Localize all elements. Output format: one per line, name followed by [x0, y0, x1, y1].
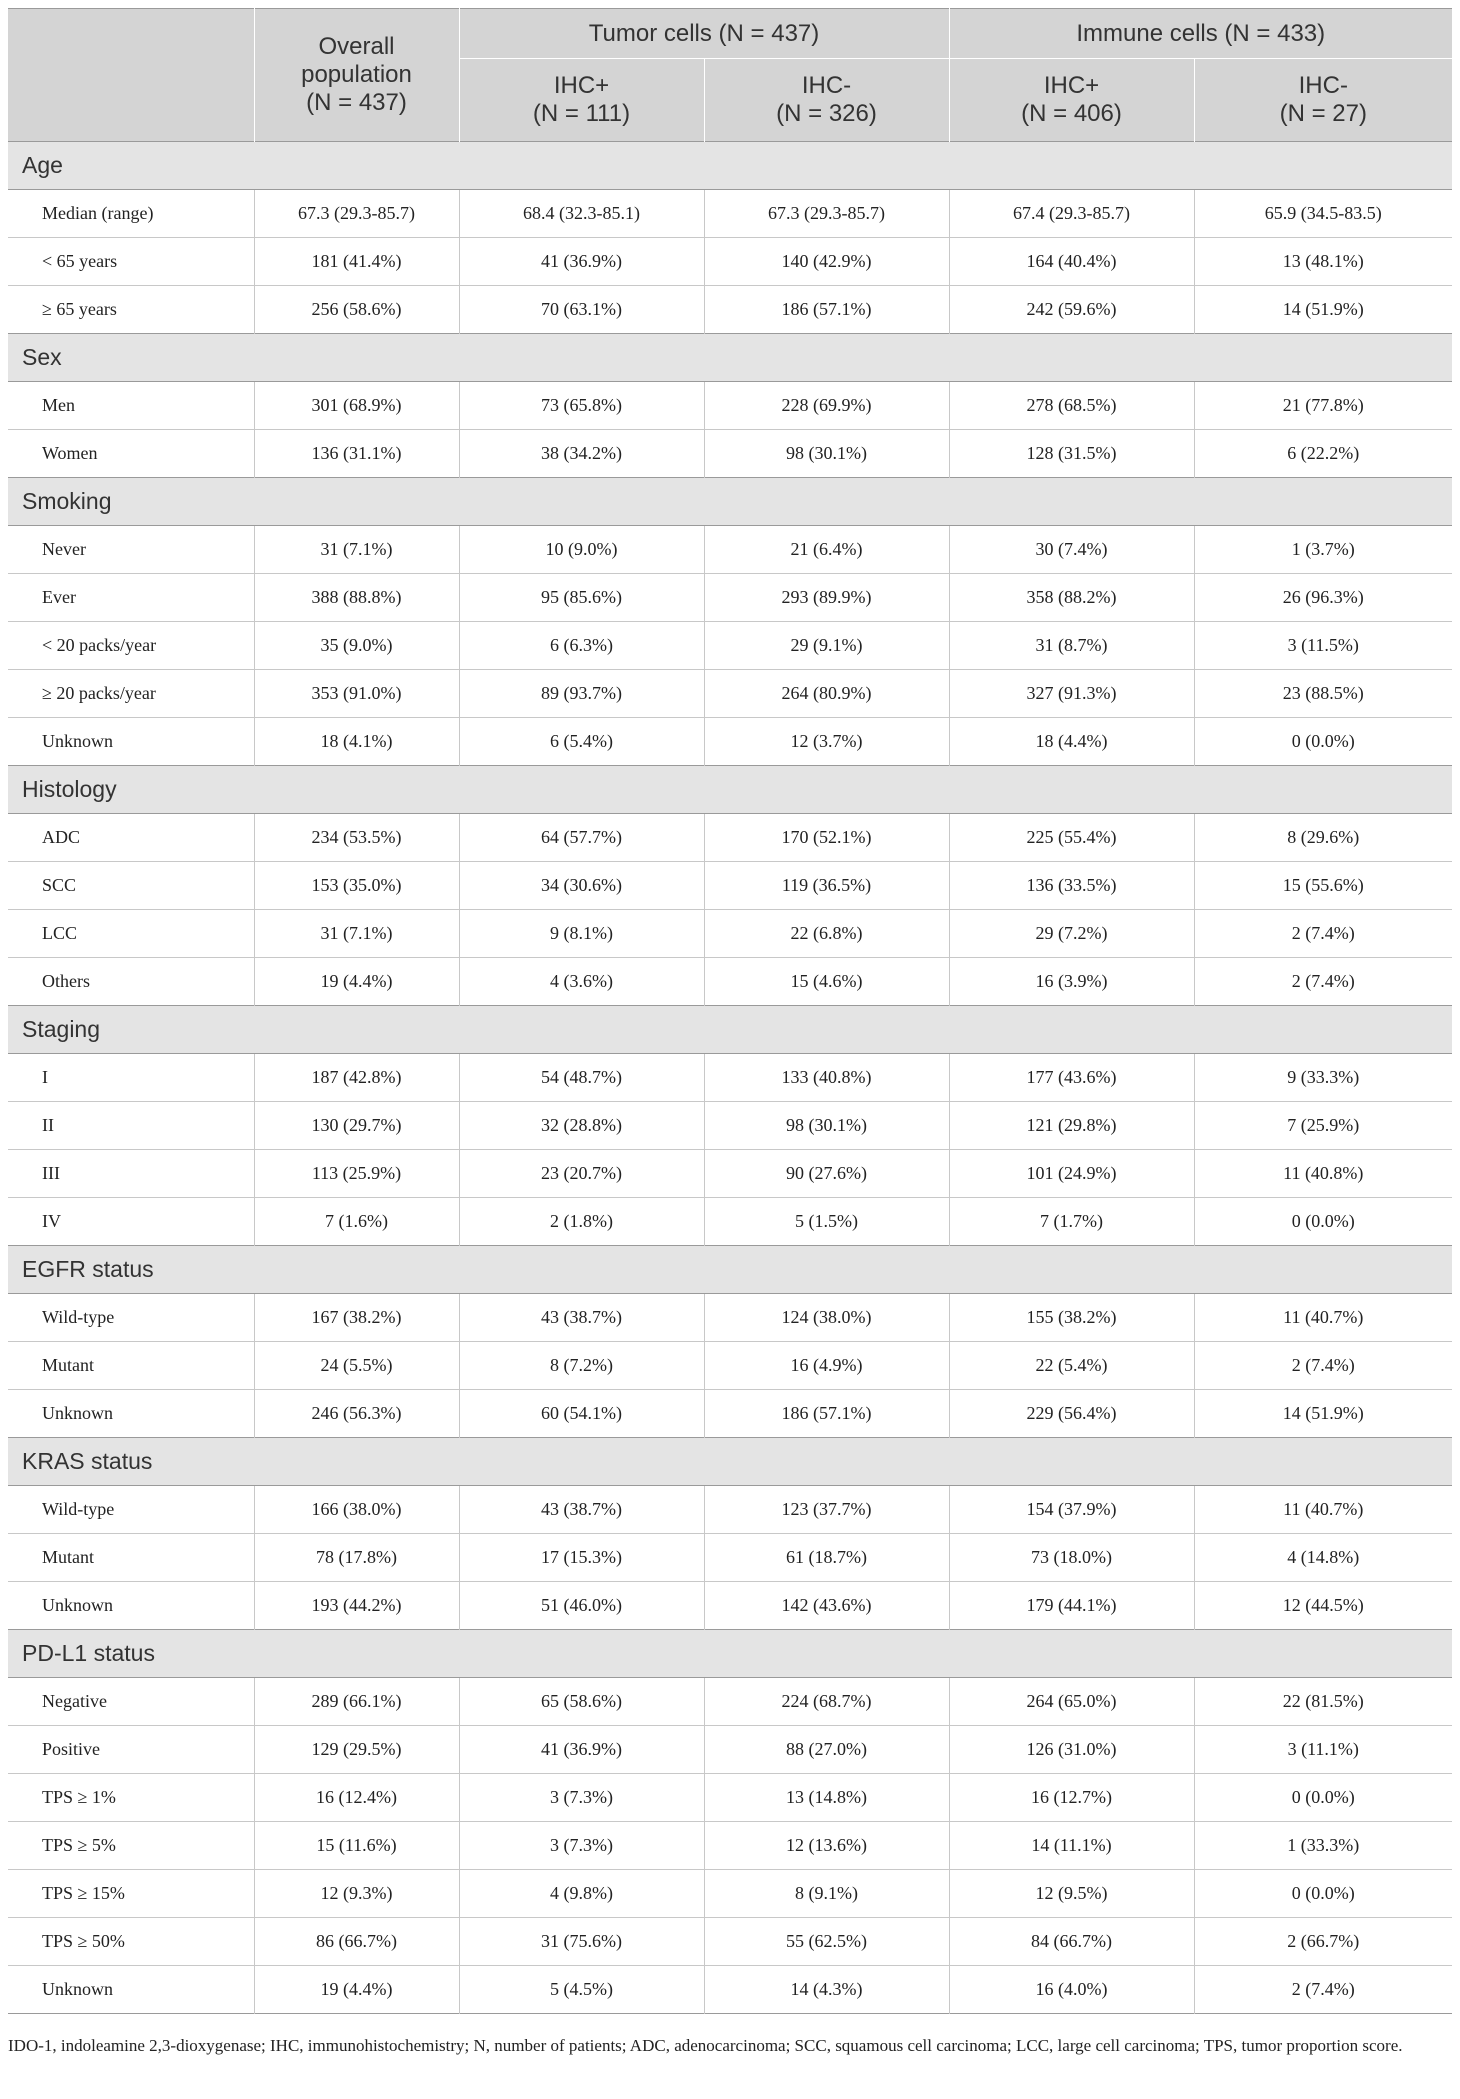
row-label: TPS ≥ 1%: [8, 1774, 254, 1822]
table-cell: 86 (66.7%): [254, 1918, 459, 1966]
table-cell: 12 (3.7%): [704, 718, 949, 766]
table-cell: 164 (40.4%): [949, 238, 1194, 286]
table-cell: 179 (44.1%): [949, 1582, 1194, 1630]
table-cell: 358 (88.2%): [949, 574, 1194, 622]
table-cell: 61 (18.7%): [704, 1534, 949, 1582]
table-cell: 68.4 (32.3-85.1): [459, 190, 704, 238]
table-cell: 43 (38.7%): [459, 1486, 704, 1534]
table-cell: 23 (20.7%): [459, 1150, 704, 1198]
table-cell: 35 (9.0%): [254, 622, 459, 670]
table-row: [8, 526, 1452, 574]
table-row: [8, 430, 1452, 478]
table-cell: 31 (7.1%): [254, 910, 459, 958]
table-cell: 1 (33.3%): [1194, 1822, 1452, 1870]
table-cell: 84 (66.7%): [949, 1918, 1194, 1966]
table-row: [8, 286, 1452, 334]
section-title: Histology: [8, 766, 1452, 814]
table-cell: 256 (58.6%): [254, 286, 459, 334]
table-row: [8, 1150, 1452, 1198]
row-label: IV: [8, 1198, 254, 1246]
table-cell: 7 (25.9%): [1194, 1102, 1452, 1150]
section-header-row: [8, 1246, 1452, 1294]
table-cell: 11 (40.7%): [1194, 1294, 1452, 1342]
table-cell: 14 (51.9%): [1194, 286, 1452, 334]
table-cell: 101 (24.9%): [949, 1150, 1194, 1198]
header-sub-label: IHC-: [1298, 72, 1348, 99]
table-cell: 177 (43.6%): [949, 1054, 1194, 1102]
table-cell: 0 (0.0%): [1194, 1198, 1452, 1246]
table-row: [8, 862, 1452, 910]
table-cell: 26 (96.3%): [1194, 574, 1452, 622]
row-label: Wild-type: [42, 1499, 115, 1519]
table-cell: 129 (29.5%): [254, 1726, 459, 1774]
row-label: SCC: [8, 862, 254, 910]
row-label: Unknown: [8, 1582, 254, 1630]
table-cell: 70 (63.1%): [459, 286, 704, 334]
header-tumor-cells-group: Tumor cells (N = 437): [459, 9, 949, 59]
table-cell: 13 (14.8%): [704, 1774, 949, 1822]
row-label: ≥ 20 packs/year: [8, 670, 254, 718]
table-cell: 11 (40.7%): [1194, 1486, 1452, 1534]
table-cell: 18 (4.1%): [254, 718, 459, 766]
table-cell: 41 (36.9%): [459, 238, 704, 286]
table-cell: 187 (42.8%): [254, 1054, 459, 1102]
table-row: [8, 670, 1452, 718]
table-row: [8, 382, 1452, 430]
table-cell: 14 (4.3%): [704, 1966, 949, 2014]
table-row: [8, 1774, 1452, 1822]
header-overall-line-2: population: [301, 61, 412, 88]
table-cell: 14 (51.9%): [1194, 1390, 1452, 1438]
section-title: EGFR status: [8, 1246, 1452, 1294]
table-cell: 67.3 (29.3-85.7): [254, 190, 459, 238]
table-cell: 130 (29.7%): [254, 1102, 459, 1150]
table-row: [8, 1198, 1452, 1246]
section-title: Age: [8, 142, 1452, 190]
header-overall-line-3: (N = 437): [306, 89, 407, 116]
table-row: [8, 574, 1452, 622]
table-cell: 170 (52.1%): [704, 814, 949, 862]
table-cell: 133 (40.8%): [704, 1054, 949, 1102]
header-tumor-ihc-positive: [459, 59, 704, 142]
row-label: ADC: [42, 827, 81, 847]
table-cell: 30 (7.4%): [949, 526, 1194, 574]
table-cell: 31 (8.7%): [949, 622, 1194, 670]
table-header: [8, 9, 1452, 142]
table-cell: 5 (4.5%): [459, 1966, 704, 2014]
row-label: Women: [8, 430, 254, 478]
table-cell: 89 (93.7%): [459, 670, 704, 718]
table-cell: 4 (9.8%): [459, 1870, 704, 1918]
table-cell: 54 (48.7%): [459, 1054, 704, 1102]
section-header-row: [8, 334, 1452, 382]
section-header-row: [8, 766, 1452, 814]
table-row: [8, 1390, 1452, 1438]
table-cell: 264 (80.9%): [704, 670, 949, 718]
table-cell: 2 (7.4%): [1194, 1966, 1452, 2014]
header-sub-count: (N = 406): [1021, 100, 1122, 127]
table-cell: 186 (57.1%): [704, 1390, 949, 1438]
table-row: [8, 238, 1452, 286]
table-row: [8, 910, 1452, 958]
table-cell: 136 (33.5%): [949, 862, 1194, 910]
table-cell: 301 (68.9%): [254, 382, 459, 430]
table-row: [8, 958, 1452, 1006]
table-cell: 3 (7.3%): [459, 1822, 704, 1870]
table-cell: 5 (1.5%): [704, 1198, 949, 1246]
table-cell: 186 (57.1%): [704, 286, 949, 334]
table-cell: 51 (46.0%): [459, 1582, 704, 1630]
table-cell: 113 (25.9%): [254, 1150, 459, 1198]
table-cell: 21 (6.4%): [704, 526, 949, 574]
table-cell: 234 (53.5%): [254, 814, 459, 862]
table-cell: 225 (55.4%): [949, 814, 1194, 862]
table-cell: 22 (6.8%): [704, 910, 949, 958]
table-cell: 229 (56.4%): [949, 1390, 1194, 1438]
table-cell: 12 (9.5%): [949, 1870, 1194, 1918]
row-label: Median (range): [42, 203, 154, 223]
row-label: TPS ≥ 50%: [8, 1918, 254, 1966]
header-immune-ihc-negative: [1194, 59, 1452, 142]
table-row: [8, 1486, 1452, 1534]
table-cell: 98 (30.1%): [704, 430, 949, 478]
table-row: [8, 1870, 1452, 1918]
table-cell: 60 (54.1%): [459, 1390, 704, 1438]
row-label: ≥ 65 years: [8, 286, 254, 334]
header-sub-label: IHC-: [801, 72, 852, 99]
table-cell: 12 (13.6%): [704, 1822, 949, 1870]
table-cell: 2 (7.4%): [1194, 958, 1452, 1006]
header-sub-count: (N = 27): [1279, 100, 1367, 127]
table-cell: 353 (91.0%): [254, 670, 459, 718]
table-cell: 15 (55.6%): [1194, 862, 1452, 910]
table-cell: 17 (15.3%): [459, 1534, 704, 1582]
table-cell: 181 (41.4%): [254, 238, 459, 286]
row-label: Unknown: [8, 1966, 254, 2014]
table-row: [8, 1534, 1452, 1582]
table-cell: 24 (5.5%): [254, 1342, 459, 1390]
table-cell: 3 (11.5%): [1194, 622, 1452, 670]
table-cell: 18 (4.4%): [949, 718, 1194, 766]
header-immune-cells-group: Immune cells (N = 433): [949, 9, 1452, 59]
table-cell: 0 (0.0%): [1194, 718, 1452, 766]
row-label: Positive: [8, 1726, 254, 1774]
table-cell: 128 (31.5%): [949, 430, 1194, 478]
row-label: Mutant: [8, 1534, 254, 1582]
row-label: II: [8, 1102, 254, 1150]
table-cell: 22 (5.4%): [949, 1342, 1194, 1390]
table-cell: 2 (66.7%): [1194, 1918, 1452, 1966]
table-cell: 73 (65.8%): [459, 382, 704, 430]
table-cell: 153 (35.0%): [254, 862, 459, 910]
table-cell: 2 (1.8%): [459, 1198, 704, 1246]
section-header-row: [8, 142, 1452, 190]
row-label: TPS ≥ 5%: [8, 1822, 254, 1870]
row-label: < 20 packs/year: [8, 622, 254, 670]
row-label: Others: [8, 958, 254, 1006]
table-row: [8, 190, 1452, 238]
table-cell: 21 (77.8%): [1194, 382, 1452, 430]
table-cell: 228 (69.9%): [704, 382, 949, 430]
table-cell: 19 (4.4%): [254, 958, 459, 1006]
table-cell: 3 (11.1%): [1194, 1726, 1452, 1774]
table-cell: 124 (38.0%): [704, 1294, 949, 1342]
table-cell: 31 (75.6%): [459, 1918, 704, 1966]
table-row: [8, 622, 1452, 670]
table-cell: 14 (11.1%): [949, 1822, 1194, 1870]
table-cell: 31 (7.1%): [254, 526, 459, 574]
table-container: [8, 8, 1452, 2014]
row-label: Men: [42, 395, 75, 415]
row-label: LCC: [8, 910, 254, 958]
table-cell: 278 (68.5%): [949, 382, 1194, 430]
table-cell: 16 (4.9%): [704, 1342, 949, 1390]
table-cell: 16 (3.9%): [949, 958, 1194, 1006]
table-cell: 11 (40.8%): [1194, 1150, 1452, 1198]
table-cell: 12 (9.3%): [254, 1870, 459, 1918]
table-cell: 73 (18.0%): [949, 1534, 1194, 1582]
table-footnote: IDO-1, indoleamine 2,3-dioxygenase; IHC, immunohistochemistry; N, number of patients; ADC, adenocarcinoma; SCC, squamous cell carcinoma; LCC, large cell carcinoma; TPS, tumor proportion score.: [8, 2036, 1403, 2055]
table-cell: 88 (27.0%): [704, 1726, 949, 1774]
table-cell: 2 (7.4%): [1194, 1342, 1452, 1390]
header-sub-count: (N = 326): [776, 100, 877, 127]
table-cell: 136 (31.1%): [254, 430, 459, 478]
table-cell: 10 (9.0%): [459, 526, 704, 574]
table-cell: 16 (12.4%): [254, 1774, 459, 1822]
table-cell: 29 (7.2%): [949, 910, 1194, 958]
row-label: TPS ≥ 15%: [8, 1870, 254, 1918]
table-cell: 388 (88.8%): [254, 574, 459, 622]
table-cell: 55 (62.5%): [704, 1918, 949, 1966]
table-cell: 32 (28.8%): [459, 1102, 704, 1150]
table-cell: 0 (0.0%): [1194, 1870, 1452, 1918]
table-cell: 264 (65.0%): [949, 1678, 1194, 1726]
table-cell: 16 (12.7%): [949, 1774, 1194, 1822]
table-cell: 123 (37.7%): [704, 1486, 949, 1534]
header-tumor-ihc-negative: [704, 59, 949, 142]
table-cell: 23 (88.5%): [1194, 670, 1452, 718]
table-cell: 65 (58.6%): [459, 1678, 704, 1726]
table-row: [8, 1822, 1452, 1870]
table-row: [8, 1294, 1452, 1342]
table-cell: 43 (38.7%): [459, 1294, 704, 1342]
table-cell: 193 (44.2%): [254, 1582, 459, 1630]
table-cell: 8 (9.1%): [704, 1870, 949, 1918]
table-cell: 3 (7.3%): [459, 1774, 704, 1822]
table-cell: 293 (89.9%): [704, 574, 949, 622]
header-sub-count: (N = 111): [532, 100, 631, 127]
table-cell: 119 (36.5%): [704, 862, 949, 910]
header-sub-label: IHC+: [553, 72, 610, 99]
table-cell: 67.3 (29.3-85.7): [704, 190, 949, 238]
table-cell: 15 (11.6%): [254, 1822, 459, 1870]
table-cell: 4 (3.6%): [459, 958, 704, 1006]
table-cell: 78 (17.8%): [254, 1534, 459, 1582]
section-title: PD-L1 status: [8, 1630, 1452, 1678]
table-row: [8, 814, 1452, 862]
table-cell: 126 (31.0%): [949, 1726, 1194, 1774]
table-body: [8, 142, 1452, 2014]
header-overall-population: [254, 9, 459, 142]
header-immune-ihc-positive: [949, 59, 1194, 142]
row-label: Mutant: [8, 1342, 254, 1390]
row-label: III: [8, 1150, 254, 1198]
table-row: [8, 1918, 1452, 1966]
table-cell: 22 (81.5%): [1194, 1678, 1452, 1726]
row-label: I: [42, 1067, 48, 1087]
table-cell: 8 (29.6%): [1194, 814, 1452, 862]
table-cell: 155 (38.2%): [949, 1294, 1194, 1342]
table-cell: 154 (37.9%): [949, 1486, 1194, 1534]
table-cell: 19 (4.4%): [254, 1966, 459, 2014]
table-cell: 242 (59.6%): [949, 286, 1194, 334]
table-row: [8, 1678, 1452, 1726]
table-cell: 1 (3.7%): [1194, 526, 1452, 574]
table-cell: 65.9 (34.5-83.5): [1194, 190, 1452, 238]
section-title: KRAS status: [8, 1438, 1452, 1486]
section-title: Smoking: [8, 478, 1452, 526]
section-header-row: [8, 1438, 1452, 1486]
table-cell: 12 (44.5%): [1194, 1582, 1452, 1630]
section-header-row: [8, 1630, 1452, 1678]
section-header-row: [8, 478, 1452, 526]
table-cell: 142 (43.6%): [704, 1582, 949, 1630]
table-cell: 13 (48.1%): [1194, 238, 1452, 286]
row-label: Negative: [42, 1691, 107, 1711]
row-label: < 65 years: [8, 238, 254, 286]
table-cell: 327 (91.3%): [949, 670, 1194, 718]
row-label: Ever: [8, 574, 254, 622]
table-cell: 95 (85.6%): [459, 574, 704, 622]
table-row: [8, 1726, 1452, 1774]
table-cell: 64 (57.7%): [459, 814, 704, 862]
table-row: [8, 1054, 1452, 1102]
table-row: [8, 1582, 1452, 1630]
table-cell: 7 (1.7%): [949, 1198, 1194, 1246]
section-title: Sex: [8, 334, 1452, 382]
patient-characteristics-table: [8, 8, 1452, 2014]
table-cell: 38 (34.2%): [459, 430, 704, 478]
table-cell: 246 (56.3%): [254, 1390, 459, 1438]
table-cell: 140 (42.9%): [704, 238, 949, 286]
table-cell: 41 (36.9%): [459, 1726, 704, 1774]
section-header-row: [8, 1006, 1452, 1054]
table-cell: 6 (5.4%): [459, 718, 704, 766]
table-cell: 15 (4.6%): [704, 958, 949, 1006]
row-label: Wild-type: [42, 1307, 115, 1327]
table-cell: 289 (66.1%): [254, 1678, 459, 1726]
table-cell: 98 (30.1%): [704, 1102, 949, 1150]
header-overall-line-1: Overall: [318, 33, 395, 60]
table-cell: 34 (30.6%): [459, 862, 704, 910]
table-cell: 67.4 (29.3-85.7): [949, 190, 1194, 238]
row-label: Never: [42, 539, 86, 559]
table-cell: 167 (38.2%): [254, 1294, 459, 1342]
header-empty-cell: [8, 9, 254, 142]
table-cell: 9 (8.1%): [459, 910, 704, 958]
row-label: Unknown: [8, 718, 254, 766]
table-cell: 0 (0.0%): [1194, 1774, 1452, 1822]
table-row: [8, 718, 1452, 766]
table-cell: 2 (7.4%): [1194, 910, 1452, 958]
table-cell: 90 (27.6%): [704, 1150, 949, 1198]
table-cell: 8 (7.2%): [459, 1342, 704, 1390]
table-cell: 7 (1.6%): [254, 1198, 459, 1246]
table-row: [8, 1102, 1452, 1150]
table-cell: 224 (68.7%): [704, 1678, 949, 1726]
table-cell: 9 (33.3%): [1194, 1054, 1452, 1102]
row-label: Unknown: [8, 1390, 254, 1438]
table-cell: 29 (9.1%): [704, 622, 949, 670]
table-cell: 4 (14.8%): [1194, 1534, 1452, 1582]
table-row: [8, 1342, 1452, 1390]
table-cell: 16 (4.0%): [949, 1966, 1194, 2014]
table-cell: 6 (22.2%): [1194, 430, 1452, 478]
section-title: Staging: [8, 1006, 1452, 1054]
table-row: [8, 1966, 1452, 2014]
table-cell: 6 (6.3%): [459, 622, 704, 670]
table-cell: 166 (38.0%): [254, 1486, 459, 1534]
header-sub-label: IHC+: [1043, 72, 1100, 99]
table-cell: 121 (29.8%): [949, 1102, 1194, 1150]
